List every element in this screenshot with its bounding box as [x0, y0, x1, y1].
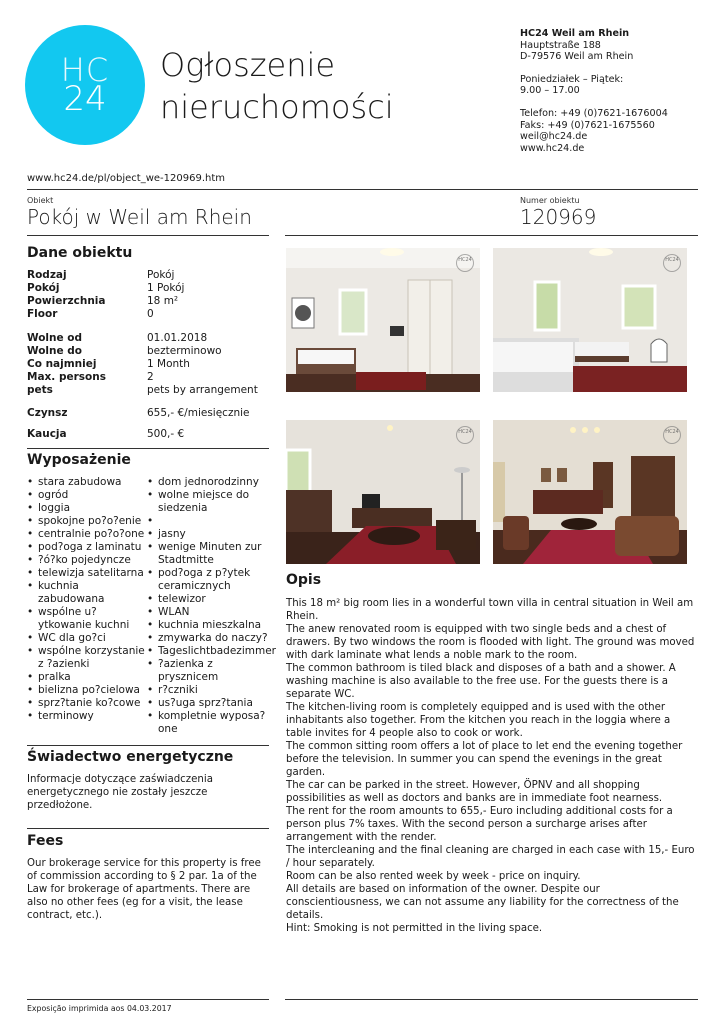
equipment-list-left: [27, 476, 148, 723]
fees-heading: Fees: [27, 833, 64, 849]
detail-value: 2: [147, 371, 154, 383]
page-title: [160, 44, 490, 128]
detail-value: 1 Pokój: [147, 282, 185, 294]
divider: [27, 448, 269, 449]
equipment-item: • pod?oga z laminatu: [27, 541, 148, 554]
description-paragraph: This 18 m² big room lies in a wonderful town villa in central situation in Weil am Rhein.: [286, 598, 694, 622]
description-paragraph: Hint: Smoking is not permitted in the living space.: [286, 923, 543, 934]
hc24-watermark: HC24: [456, 254, 474, 272]
equipment-item: • telewizor: [147, 593, 269, 606]
detail-value: pets by arrangement: [147, 384, 258, 396]
detail-key: Floor: [27, 308, 58, 320]
equipment-item: • wenige Minuten zur Stadtmitte: [147, 541, 269, 567]
page-title-line1: Ogłoszenie: [160, 46, 336, 84]
equipment-item: • wolne miejsce do siedzenia: [147, 489, 269, 515]
details-heading: Dane obiektu: [27, 245, 133, 261]
object-number-label: Numer obiektu: [520, 196, 580, 205]
equipment-item: • loggia: [27, 502, 148, 515]
divider: [285, 999, 698, 1000]
detail-value: 655,- €/miesięcznie: [147, 407, 250, 419]
footer-print-date: Exposição imprimida aos 04.03.2017: [27, 1004, 172, 1013]
hc24-watermark: HC24: [663, 254, 681, 272]
equipment-item: • Tageslichtbadezimmer: [147, 645, 269, 658]
hc24-logo: [25, 25, 145, 145]
detail-key: Pokój: [27, 282, 60, 294]
detail-key: Wolne od: [27, 332, 83, 344]
details-table: [27, 269, 269, 449]
equipment-item: • pralka: [27, 671, 148, 684]
room-photo[interactable]: [493, 248, 687, 392]
object-title: Pokój w Weil am Rhein: [27, 205, 252, 229]
divider: [27, 189, 698, 190]
energy-heading: Świadectwo energetyczne: [27, 749, 234, 765]
office-website[interactable]: www.hc24.de: [520, 142, 585, 154]
detail-value: 18 m²: [147, 295, 179, 307]
description-paragraph: All details are based on information of the owner. Despite our conscientiousness, we can not assume any liability for the correctness of the details.: [286, 884, 679, 921]
equipment-item: • ogród: [27, 489, 148, 502]
page-title-line2: nieruchomości: [160, 88, 394, 126]
equipment-list-right: [147, 476, 276, 736]
equipment-item: • kompletnie wyposa?one: [147, 710, 269, 736]
logo-text-top: HC: [60, 51, 110, 89]
detail-value: Pokój: [147, 269, 175, 281]
object-number: 120969: [520, 205, 597, 229]
description-paragraph: The common bathroom is tiled black and disposes of a bath and a shower. A washing machine is also available to the free use. For the guests there is a separate WC.: [286, 663, 676, 700]
equipment-item: • ?azienka z prysznicem: [147, 658, 269, 684]
office-contact: [520, 28, 720, 154]
office-email[interactable]: weil@hc24.de: [520, 131, 588, 143]
equipment-item: • r?czniki: [147, 684, 269, 697]
hc24-watermark: HC24: [456, 426, 474, 444]
description-paragraph: The anew renovated room is equipped with two single beds and a chest of drawers. By two windows the room is flooded with light. The ground was moved with dark laminate what lends a noble mark to the room.: [286, 624, 695, 661]
office-city: D-79576 Weil am Rhein: [520, 51, 634, 63]
office-name: HC24 Weil am Rhein: [520, 28, 630, 39]
detail-value: 01.01.2018: [147, 332, 208, 344]
equipment-item: • jasny: [147, 528, 269, 541]
description-paragraph: The car can be parked in the street. However, ÖPNV and all shopping possibilities as well as doctors and banks are in immediate foot nearness.: [286, 780, 663, 804]
equipment-item: • bielizna po?cielowa: [27, 684, 148, 697]
detail-key: Co najmniej: [27, 358, 97, 370]
detail-key: Max. persons: [27, 371, 106, 383]
equipment-item: • sprz?tanie ko?cowe: [27, 697, 148, 710]
equipment-item: • kuchnia zabudowana: [27, 580, 148, 606]
description-paragraph: The rent for the room amounts to 655,- Euro including additional costs for a person plus 7% taxes. With the second person a surcharge arises after arrangement with the render.: [286, 806, 673, 843]
fees-text: Our brokerage service for this property is free of commission according to § 2 par. 1a of the Law for brokerage of apartments. There are also no other fees (eg for a visit, the lease contract, etc.).: [27, 858, 261, 921]
detail-value: 1 Month: [147, 358, 190, 370]
divider: [27, 828, 269, 829]
equipment-item: • ?ó?ko pojedyncze: [27, 554, 148, 567]
divider: [27, 745, 269, 746]
room-photo[interactable]: [286, 248, 480, 392]
detail-value: 0: [147, 308, 154, 320]
room-photo[interactable]: [493, 420, 687, 564]
detail-value: bezterminowo: [147, 345, 222, 357]
equipment-item: • terminowy: [27, 710, 148, 723]
equipment-item: [147, 515, 269, 528]
logo-text-bottom: 24: [63, 79, 107, 119]
hc24-watermark: HC24: [663, 426, 681, 444]
equipment-item: • telewizja satelitarna: [27, 567, 148, 580]
divider: [27, 999, 269, 1000]
detail-key: pets: [27, 384, 53, 396]
office-hours-time: 9.00 – 17.00: [520, 85, 580, 97]
equipment-item: • us?uga sprz?tania: [147, 697, 269, 710]
equipment-item: • centralnie po?o?one: [27, 528, 148, 541]
detail-key: Powierzchnia: [27, 295, 106, 307]
description-paragraph: The kitchen-living room is completely equipped and is used with the other inhabitants also together. From the kitchen you reach in the loggia where a table invites for 4 people also to cook or work.: [286, 702, 671, 739]
equipment-item: • WLAN: [147, 606, 269, 619]
detail-key: Kaucja: [27, 428, 67, 440]
equipment-heading: Wyposażenie: [27, 452, 131, 468]
equipment-item: • dom jednorodzinny: [147, 476, 269, 489]
equipment-item: • wspólne u?ytkowanie kuchni: [27, 606, 148, 632]
divider: [27, 235, 269, 236]
equipment-item: • stara zabudowa: [27, 476, 148, 489]
description-paragraph: The interclеaning and the final cleaning are charged in each case with 15,- Euro / hour separately.: [286, 845, 695, 869]
equipment-item: • wspólne korzystanie z ?azienki: [27, 645, 148, 671]
detail-value: 500,- €: [147, 428, 185, 440]
object-label: Obiekt: [27, 196, 54, 205]
office-phone: Telefon: +49 (0)7621-1676004: [520, 107, 668, 119]
office-fax: Faks: +49 (0)7621-1675560: [520, 119, 655, 131]
equipment-item: • pod?oga z p?ytek ceramicznych: [147, 567, 269, 593]
description-heading: Opis: [286, 572, 322, 588]
office-hours-days: Poniedziałek – Piątek:: [520, 73, 624, 85]
equipment-item: • kuchnia mieszkalna: [147, 619, 269, 632]
room-photo[interactable]: [286, 420, 480, 564]
equipment-item: • spokojne po?o?enie: [27, 515, 148, 528]
detail-key: Wolne do: [27, 345, 83, 357]
description-paragraph: Room can be also rented week by week - price on inquiry.: [286, 871, 581, 882]
detail-key: Rodzaj: [27, 269, 67, 281]
object-url[interactable]: www.hc24.de/pl/object_we-120969.htm: [27, 173, 226, 184]
divider: [285, 235, 698, 236]
equipment-item: • zmywarka do naczy?: [147, 632, 269, 645]
description-paragraph: The common sitting room offers a lot of place to let end the evening together before the television. In summer you can spend the evenings in the great garden.: [286, 741, 683, 778]
detail-key: Czynsz: [27, 407, 68, 419]
office-street: Hauptstraße 188: [520, 39, 601, 51]
description-text: [286, 597, 698, 935]
equipment-item: • WC dla go?ci: [27, 632, 148, 645]
energy-text: Informacje dotyczące zaświadczenia energetycznego nie zostały jeszcze przedłożone.: [27, 774, 213, 811]
